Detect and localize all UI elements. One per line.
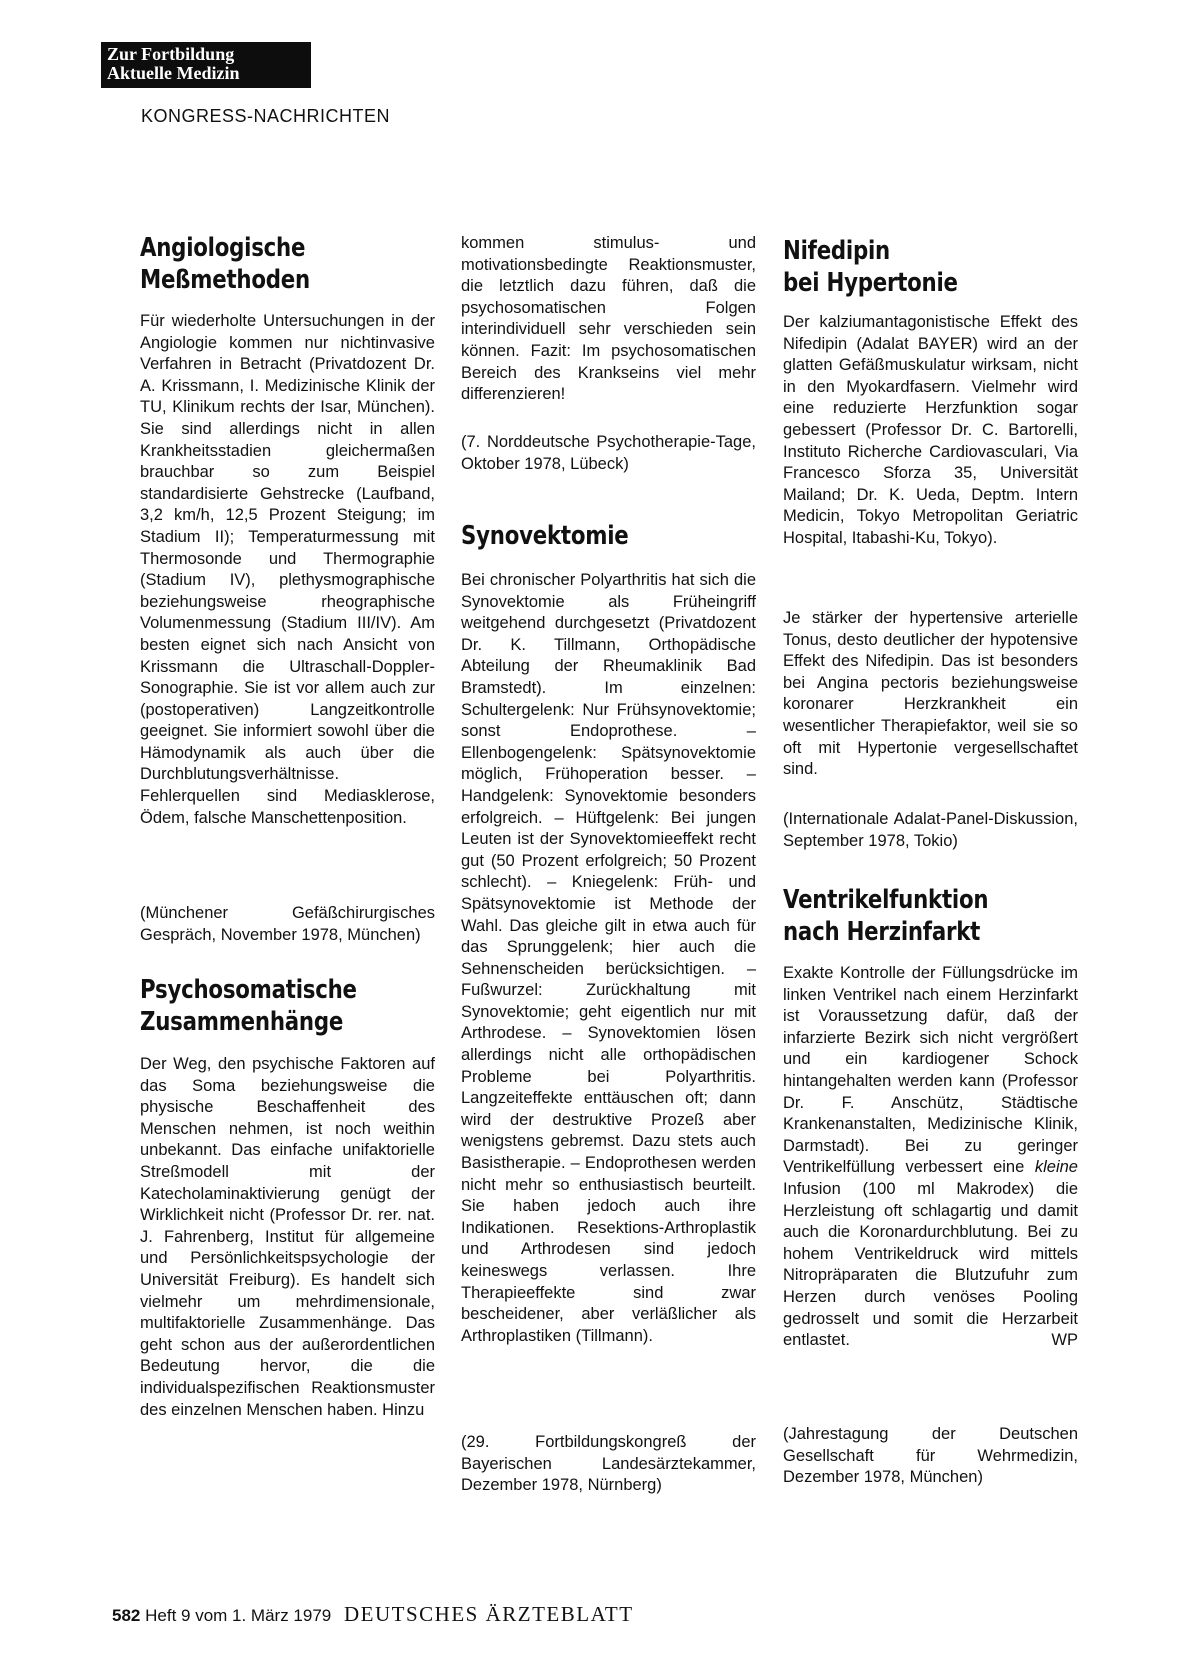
journal-name: DEUTSCHES ÄRZTEBLATT (343, 1602, 634, 1626)
article-nifedipine-title: Nifedipin bei Hypertonie (783, 236, 958, 298)
page-number: 582 (112, 1606, 141, 1625)
article-synovectomy-body: Bei chronischer Polyarthritis hat sich die Synovektomie als Frühеingriff weitgehend durchgesetzt (Privatdozent Dr. K. Tillmann, Orthopädische Abteilung der Rheumaklinik Bad Bramstedt). Im einzelnen: Schultergelenk: Nur Frühsynovektomie; sonst Endoprothese. – Ellenbogengelenk: Spätsynovektomie möglich, Frühoperation besser. – Handgelenk: Synovektomie besonders erfolgreich. – Hüftgelenk: Bei jungen Leuten ist der Synovektomieeffekt recht gut (50 Prozent erfolgreich; 50 Prozent schlecht). – Kniegelenk: Früh- und Spätsynovektomie ist Methode der Wahl. Das gleiche gilt in etwa auch für das Sprunggelenk; hier auch die Sehnenscheiden berücksichtigen. – Fußwurzel: Zurückhaltung mit Synovektomie; geht eigentlich nur mit Arthrodese. – Synovektomien lösen allerdings nicht alle orthopädischen Probleme bei Polyarthritis. Langzeiteffekte enttäuschen oft; dann wird der destruktive Prozeß aber wenigstens gebremst. Dazu stets auch Basistherapie. – Endoprothesen werden nicht mehr so enthusiastisch beurteilt. Sie haben jedoch auch ihre Indikationen. Resektions-Arthroplastik und Arthrodesen sind jedoch keineswegs verlassen. Ihre Therapieeffekte sind zwar bescheidener, aber verläßlicher als Arthroplastiken (Tillmann). (461, 571, 756, 1345)
article-ventricular-body: Exakte Kontrolle der Füllungsdrücke im linken Ventrikel nach einem Herzinfarkt ist Voraussetzung dafür, daß der infarzierte Bezirk sich nicht vergrößert und ein kardiogener Schock hintangehalten werden kann (Professor Dr. F. Anschütz, Städtische Krankenanstalten, Medizinische Klinik, Darmstadt). Bei zu geringer Ventrikelfüllung verbessert eine kleine Infusion (100 ml Makrodex) die Herzleistung oft schlagartig und damit auch die Koronardurchblutung. Bei zu hohem Ventrikeldruck wird mittels Nitropräparaten die Blutzufuhr zum Herzen durch venöses Pooling gedrosselt und somit die Herzarbeit entlastet. WP (783, 963, 1078, 1352)
article-psychosomatic-body: Der Weg, den psychische Faktoren auf das Soma beziehungsweise die physische Beschaffenheit des Menschen nehmen, ist noch weithin unbekannt. Das einfache unifaktorielle Streßmodell mit der Katecholaminaktivierung genügt der Wirklichkeit nicht (Professor Dr. rer. nat. J. Fahrenberg, Institut für allgemeine und Persönlichkeitspsychologie der Universität Freiburg). Es handelt sich vielmehr um mehrdimensionale, multifaktorielle Zusammenhänge. Das geht schon aus der außerordentlichen Bedeutung hervor, die die individualspezifischen Reaktionsmuster des einzelnen Menschen haben. Hinzu (140, 1055, 435, 1419)
article-ventricular-title: Ventrikelfunktion nach Herzinfarkt (783, 885, 989, 947)
section-badge (101, 42, 311, 88)
article-synovectomy-source: (29. Fortbildungskongreß der Bayerischen Landesärztekammer, Dezember 1978, Nürnberg) (461, 1433, 756, 1495)
author-initials: WP (1051, 1331, 1078, 1350)
badge-line-2: Aktuelle Medizin (107, 63, 240, 83)
article-psychosomatic-body-continued: kommen stimulus- und motivationsbedingte Reaktionsmuster, die letztlich dazu führen, daß die psychosomatischen Folgen interindividuell sehr verschieden sein können. Fazit: Im psychosomatischen Bereich des Krankseins viel mehr differenzieren! (461, 234, 756, 404)
article-psychosomatic-source: (7. Norddeutsche Psychotherapie-Tage, Oktober 1978, Lübeck) (461, 433, 756, 473)
page-footer (112, 1602, 634, 1627)
section-label: KONGRESS-NACHRICHTEN (141, 106, 391, 126)
article-synovectomy-title: Synovektomie (461, 521, 629, 551)
article-nifedipine-body-2: Je stärker der hypertensive arterielle Tonus, desto deutlicher der hypotensive Effekt des Nifedipin. Das ist besonders bei Angina pectoris beziehungsweise koronarer Herzkrankheit ein wesentlicher Therapiefaktor, weil sie so oft mit Hypertonie vergesellschaftet sind. (783, 609, 1078, 779)
article-angiology-body: Für wiederholte Untersuchungen in der Angiologie kommen nur nichtinvasive Verfahren in Betracht (Privatdozent Dr. A. Krissmann, I. Medizinische Klinik der TU, Klinikum rechts der Isar, München). Sie sind allerdings nicht in allen Krankheitsstadien gleichermaßen brauchbar so zum Beispiel standardisierte Gehstrecke (Laufband, 3,2 km/h, 12,5 Prozent Steigung; im Stadium II); Temperaturmessung mit Thermosonde und Thermographie (Stadium IV), plethysmographische beziehungsweise rheographische Volumenmessung (Stadium III/IV). Am besten eignet sich nach Ansicht von Krissmann die Ultraschall-Doppler-Sonographie. Sie ist vor allem auch zur (postoperativen) Langzeitkontrolle geeignet. Sie informiert sowohl über die Hämodynamik als auch über die Durchblutungsverhältnisse. Fehlerquellen sind Mediasklerose, Ödem, falsche Manschettenposition. (140, 312, 435, 827)
article-angiology-source: (Münchener Gefäßchirurgisches Gespräch, November 1978, München) (140, 904, 435, 944)
article-nifedipine-source: (Internationale Adalat-Panel-Diskussion, September 1978, Tokio) (783, 810, 1078, 850)
article-psychosomatic-title: Psychosomatische Zusammenhänge (140, 975, 357, 1037)
article-angiology-title: Angiologische Meßmethoden (140, 233, 310, 295)
article-ventricular-source: (Jahrestagung der Deutschen Gesellschaft für Wehrmedizin, Dezember 1978, München) (783, 1425, 1078, 1487)
issue-info: Heft 9 vom 1. März 1979 (145, 1606, 332, 1625)
article-nifedipine-body: Der kalziumantagonistische Effekt des Nifedipin (Adalat BAYER) wird an der glatten Gefäßmuskulatur wirksam, nicht in den Myokardfasern. Vielmehr wird eine reduzierte Herzfunktion sogar gebessert (Professor Dr. C. Bartorelli, Instituto Richerche Cardiovasculari, Via Francesco Sforza 35, Universität Mailand; Dr. K. Ueda, Deptm. Intern Medicin, Tokyo Metropolitan Geriatric Hospital, Itabashi-Ku, Tokyo). (783, 313, 1078, 547)
badge-line-1: Zur Fortbildung (107, 44, 235, 64)
